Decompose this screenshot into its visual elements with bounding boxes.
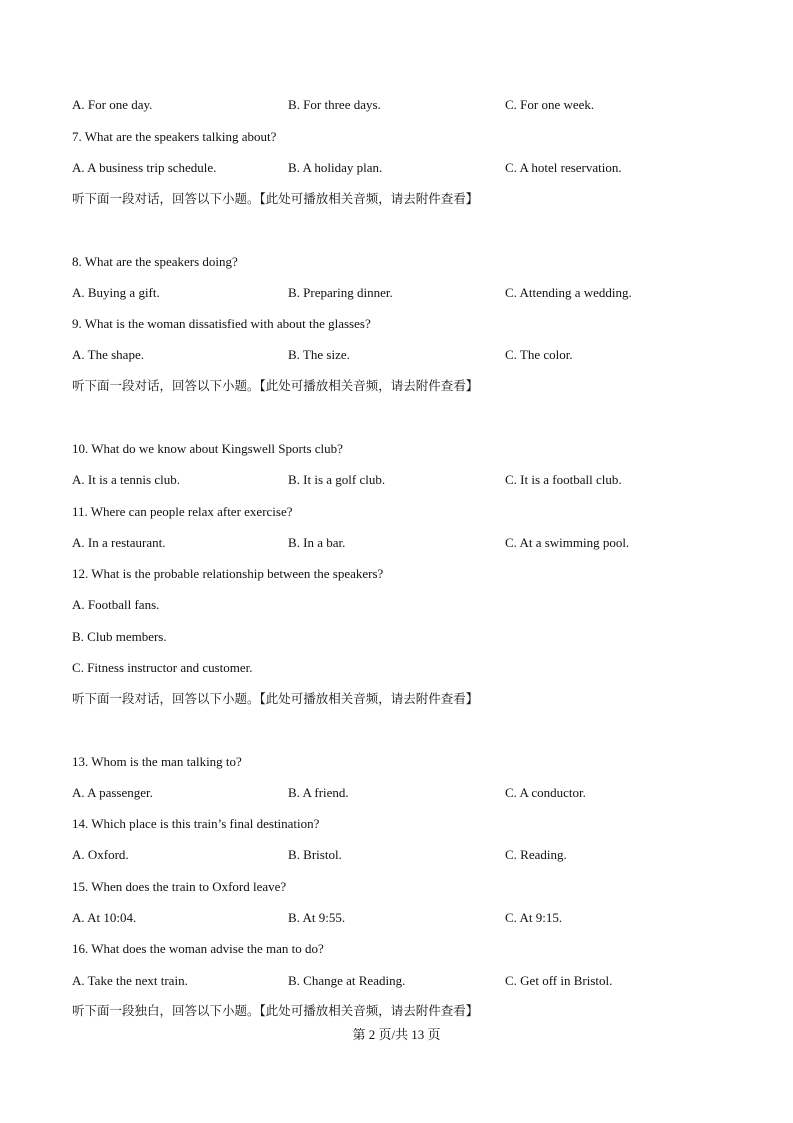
option-a: A. At 10:04.	[72, 910, 137, 925]
option-b: B. A friend.	[288, 785, 349, 800]
option-a: A. It is a tennis club.	[72, 472, 180, 487]
option-a: A. For one day.	[72, 97, 153, 112]
listening-instruction: 听下面一段对话，回答以下小题。【此处可播放相关音频，请去附件查看】	[72, 378, 479, 393]
question-10: 10. What do we know about Kingswell Sports club?	[72, 441, 343, 456]
question-9: 9. What is the woman dissatisfied with about the glasses?	[72, 316, 371, 331]
option-b: B. Preparing dinner.	[288, 285, 393, 300]
question-14: 14. Which place is this train’s final destination?	[72, 816, 320, 831]
option-b: B. Bristol.	[288, 847, 342, 862]
listening-instruction: 听下面一段对话，回答以下小题。【此处可播放相关音频，请去附件查看】	[72, 691, 479, 706]
option-a: A. Buying a gift.	[72, 285, 160, 300]
option-b: B. In a bar.	[288, 535, 346, 550]
page-number: 第 2 页/共 13 页	[352, 1027, 441, 1042]
listening-instruction: 听下面一段对话，回答以下小题。【此处可播放相关音频，请去附件查看】	[72, 191, 479, 206]
listening-instruction: 听下面一段独白，回答以下小题。【此处可播放相关音频，请去附件查看】	[72, 1003, 479, 1018]
question-15: 15. When does the train to Oxford leave?	[72, 879, 287, 894]
option-b: B. A holiday plan.	[288, 160, 383, 175]
option-a: A. Football fans.	[72, 597, 160, 612]
question-12: 12. What is the probable relationship between the speakers?	[72, 566, 384, 581]
option-a: A. A business trip schedule.	[72, 160, 217, 175]
option-c: C. Attending a wedding.	[505, 285, 632, 300]
option-c: C. Fitness instructor and customer.	[72, 660, 253, 675]
option-c: C. Reading.	[505, 847, 567, 862]
option-c: C. It is a football club.	[505, 472, 622, 487]
question-16: 16. What does the woman advise the man to do?	[72, 941, 324, 956]
option-a: A. Take the next train.	[72, 973, 188, 988]
option-b: B. For three days.	[288, 97, 381, 112]
option-b: B. The size.	[288, 347, 350, 362]
option-c: C. The color.	[505, 347, 573, 362]
option-b: B. Change at Reading.	[288, 973, 406, 988]
question-7: 7. What are the speakers talking about?	[72, 129, 277, 144]
option-a: A. Oxford.	[72, 847, 129, 862]
option-c: C. A conductor.	[505, 785, 586, 800]
option-c: C. Get off in Bristol.	[505, 973, 613, 988]
question-8: 8. What are the speakers doing?	[72, 254, 238, 269]
option-b: B. Club members.	[72, 629, 167, 644]
option-c: C. A hotel reservation.	[505, 160, 622, 175]
option-b: B. It is a golf club.	[288, 472, 386, 487]
option-c: C. For one week.	[505, 97, 595, 112]
option-a: A. The shape.	[72, 347, 144, 362]
question-11: 11. Where can people relax after exercise?	[72, 504, 293, 519]
option-c: C. At a swimming pool.	[505, 535, 630, 550]
option-a: A. A passenger.	[72, 785, 153, 800]
option-b: B. At 9:55.	[288, 910, 346, 925]
option-a: A. In a restaurant.	[72, 535, 166, 550]
option-c: C. At 9:15.	[505, 910, 563, 925]
question-13: 13. Whom is the man talking to?	[72, 754, 242, 769]
